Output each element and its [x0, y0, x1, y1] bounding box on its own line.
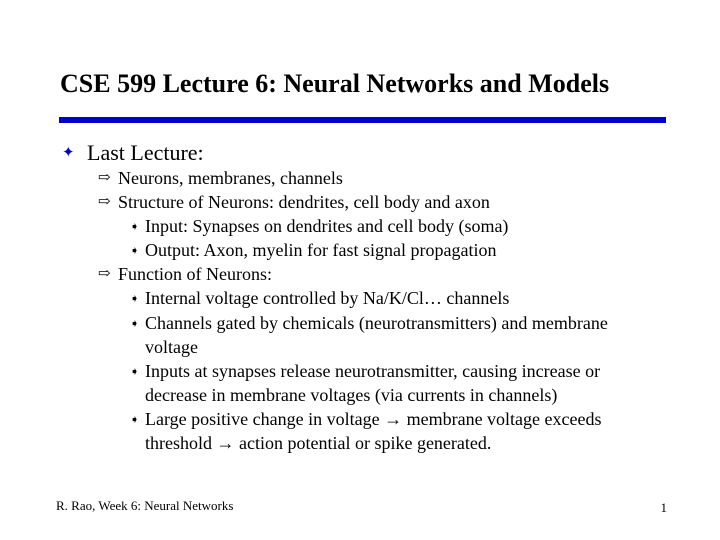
title-divider — [59, 117, 666, 123]
bullet-item-text: Internal voltage controlled by Na/K/Cl… channels — [145, 288, 510, 308]
bullet-item-text: Channels gated by chemicals (neurotransmitters) and membrane voltage — [145, 313, 608, 357]
bullet-item — [130, 407, 665, 455]
bullet-item-text: Structure of Neurons: dendrites, cell body and axon — [118, 192, 490, 212]
page-number: 1 — [660, 500, 667, 515]
small-arrowhead-icon: ➧ — [130, 366, 140, 378]
bullet-item — [98, 166, 638, 190]
small-arrowhead-icon: ➧ — [130, 221, 140, 233]
small-arrowhead-icon: ➧ — [130, 245, 140, 257]
small-arrowhead-icon: ➧ — [130, 293, 140, 305]
bullet-item — [98, 262, 638, 286]
bullet-item-text: Neurons, membranes, channels — [118, 168, 343, 188]
small-arrowhead-icon: ➧ — [130, 414, 140, 426]
outline-arrow-icon: ⇨ — [98, 266, 111, 282]
slide-title: CSE 599 Lecture 6: Neural Networks and Models — [60, 69, 610, 98]
outline-arrow-icon: ⇨ — [98, 194, 111, 210]
bullet-item — [98, 190, 638, 214]
footer-text: R. Rao, Week 6: Neural Networks — [56, 498, 234, 513]
bullet-level1-text: Last Lecture: — [87, 140, 204, 165]
bullet-item — [130, 214, 655, 238]
bullet-item-text: Large positive change in voltage → membrane voltage exceeds threshold → action potential or spike generated. — [145, 409, 602, 453]
outline-arrow-icon: ⇨ — [98, 170, 111, 186]
bullet-item — [130, 359, 665, 407]
bullet-item-text: Input: Synapses on dendrites and cell body (soma) — [145, 216, 509, 236]
bullet-item — [130, 286, 655, 310]
bullet-item-text: Function of Neurons: — [118, 264, 272, 284]
bullet-item-text: Inputs at synapses release neurotransmitter, causing increase or decrease in membrane voltages (via currents in channels) — [145, 361, 601, 405]
bullet-item — [130, 311, 665, 359]
bullet-item — [130, 238, 655, 262]
bullet-item-text: Output: Axon, myelin for fast signal propagation — [145, 240, 497, 260]
four-point-star-icon: ✦ — [62, 145, 75, 161]
small-arrowhead-icon: ➧ — [130, 318, 140, 330]
